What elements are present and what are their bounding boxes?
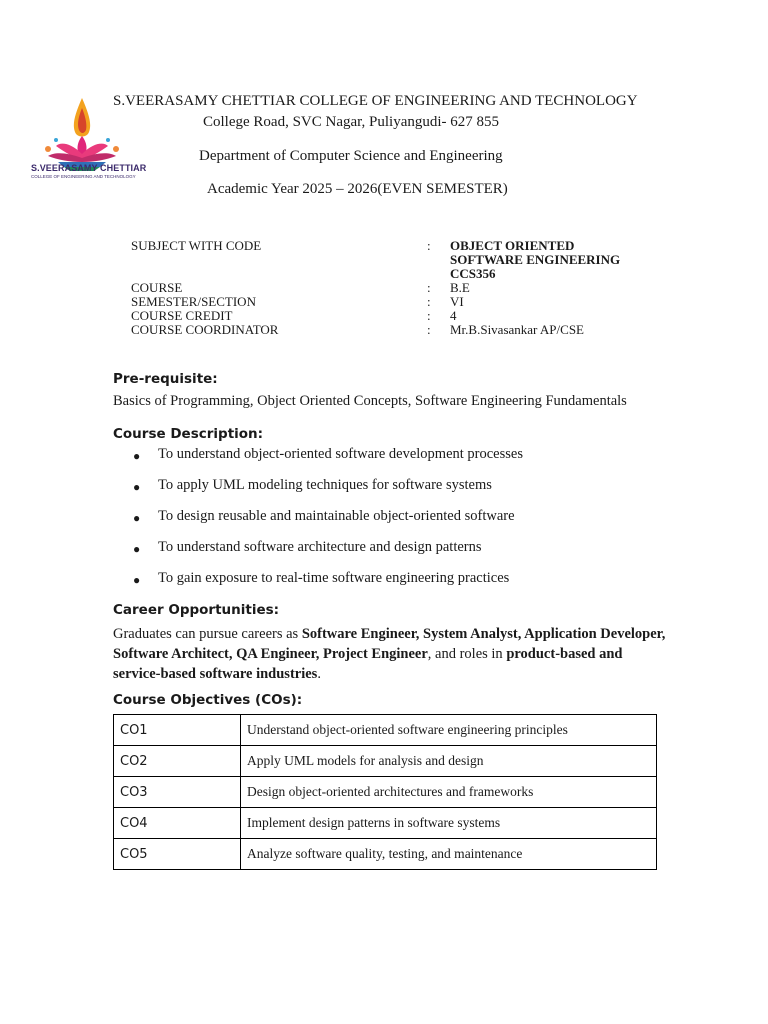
career-roles: Software Engineer, System Analyst, Application Developer, Software Architect, QA Engineer, Project Engineer: [113, 626, 666, 662]
info-value: 4: [450, 308, 457, 323]
list-item-text: To design reusable and maintainable object-oriented software: [158, 508, 515, 524]
description-list: [133, 446, 523, 601]
bullet-icon: ●: [133, 480, 141, 494]
info-row-semester: [131, 295, 651, 309]
info-row-course: [131, 281, 651, 295]
info-separator: :: [427, 280, 431, 295]
info-separator: :: [427, 308, 431, 323]
bullet-icon: ●: [133, 542, 141, 556]
institution-address: College Road, SVC Nagar, Puliyangudi- 627 855: [203, 114, 500, 130]
info-separator: :: [427, 294, 431, 309]
info-value: VI: [450, 294, 464, 309]
career-middle: , and roles in: [427, 646, 507, 662]
co-description: Design object-oriented architectures and frameworks: [241, 777, 657, 808]
course-info: [131, 239, 651, 337]
table-row: [114, 808, 657, 839]
co-code: CO5: [114, 839, 241, 870]
logo-caption: [31, 163, 147, 179]
info-label: COURSE CREDIT: [131, 308, 233, 323]
table-row: [114, 839, 657, 870]
list-item: [133, 508, 523, 539]
bullet-icon: ●: [133, 511, 141, 525]
list-item: [133, 477, 523, 508]
info-row-coordinator: [131, 323, 651, 337]
co-description: Analyze software quality, testing, and maintenance: [241, 839, 657, 870]
list-item: [133, 446, 523, 477]
logo-subtitle: COLLEGE OF ENGINEERING AND TECHNOLOGY: [31, 174, 136, 179]
co-code: CO3: [114, 777, 241, 808]
info-value: B.E: [450, 280, 470, 295]
co-description: Understand object-oriented software engineering principles: [241, 715, 657, 746]
department-name: Department of Computer Science and Engineering: [199, 148, 503, 164]
info-separator: :: [427, 238, 431, 253]
bullet-icon: ●: [133, 449, 141, 463]
co-description: Apply UML models for analysis and design: [241, 746, 657, 777]
list-item-text: To gain exposure to real-time software engineering practices: [158, 570, 510, 586]
info-label: SEMESTER/SECTION: [131, 294, 256, 309]
co-code: CO2: [114, 746, 241, 777]
subject-code: CCS356: [450, 266, 496, 281]
objectives-table: [113, 714, 657, 870]
co-code: CO4: [114, 808, 241, 839]
career-intro: Graduates can pursue careers as: [113, 626, 302, 642]
career-industries: product-based and service-based software industries: [113, 646, 623, 682]
prerequisite-text: Basics of Programming, Object Oriented Concepts, Software Engineering Fundamentals: [113, 393, 627, 409]
institution-name: S.VEERASAMY CHETTIAR COLLEGE OF ENGINEERING AND TECHNOLOGY: [113, 93, 638, 109]
info-label: COURSE: [131, 280, 183, 295]
info-label: COURSE COORDINATOR: [131, 322, 279, 337]
career-text: [113, 624, 673, 684]
info-label: SUBJECT WITH CODE: [131, 238, 262, 253]
table-row: [114, 746, 657, 777]
info-value: [450, 239, 651, 281]
info-row-credit: [131, 309, 651, 323]
co-code: CO1: [114, 715, 241, 746]
list-item-text: To understand object-oriented software development processes: [158, 446, 523, 462]
info-row-subject: [131, 239, 651, 281]
info-value: Mr.B.Sivasankar AP/CSE: [450, 322, 584, 337]
subject-name: OBJECT ORIENTED SOFTWARE ENGINEERING: [450, 238, 621, 267]
list-item-text: To apply UML modeling techniques for software systems: [158, 477, 492, 493]
bullet-icon: ●: [133, 573, 141, 587]
table-row: [114, 715, 657, 746]
academic-year: Academic Year 2025 – 2026(EVEN SEMESTER): [207, 181, 508, 197]
prerequisite-heading: Pre-requisite:: [113, 371, 218, 387]
co-description: Implement design patterns in software systems: [241, 808, 657, 839]
list-item-text: To understand software architecture and design patterns: [158, 539, 482, 555]
career-heading: Career Opportunities:: [113, 602, 280, 618]
career-end: .: [317, 666, 321, 682]
list-item: [133, 539, 523, 570]
logo-name: S.VEERASAMY CHETTIAR: [31, 163, 147, 173]
info-separator: :: [427, 322, 431, 337]
table-row: [114, 777, 657, 808]
list-item: [133, 570, 523, 601]
objectives-heading: Course Objectives (COs):: [113, 692, 303, 708]
description-heading: Course Description:: [113, 426, 264, 442]
